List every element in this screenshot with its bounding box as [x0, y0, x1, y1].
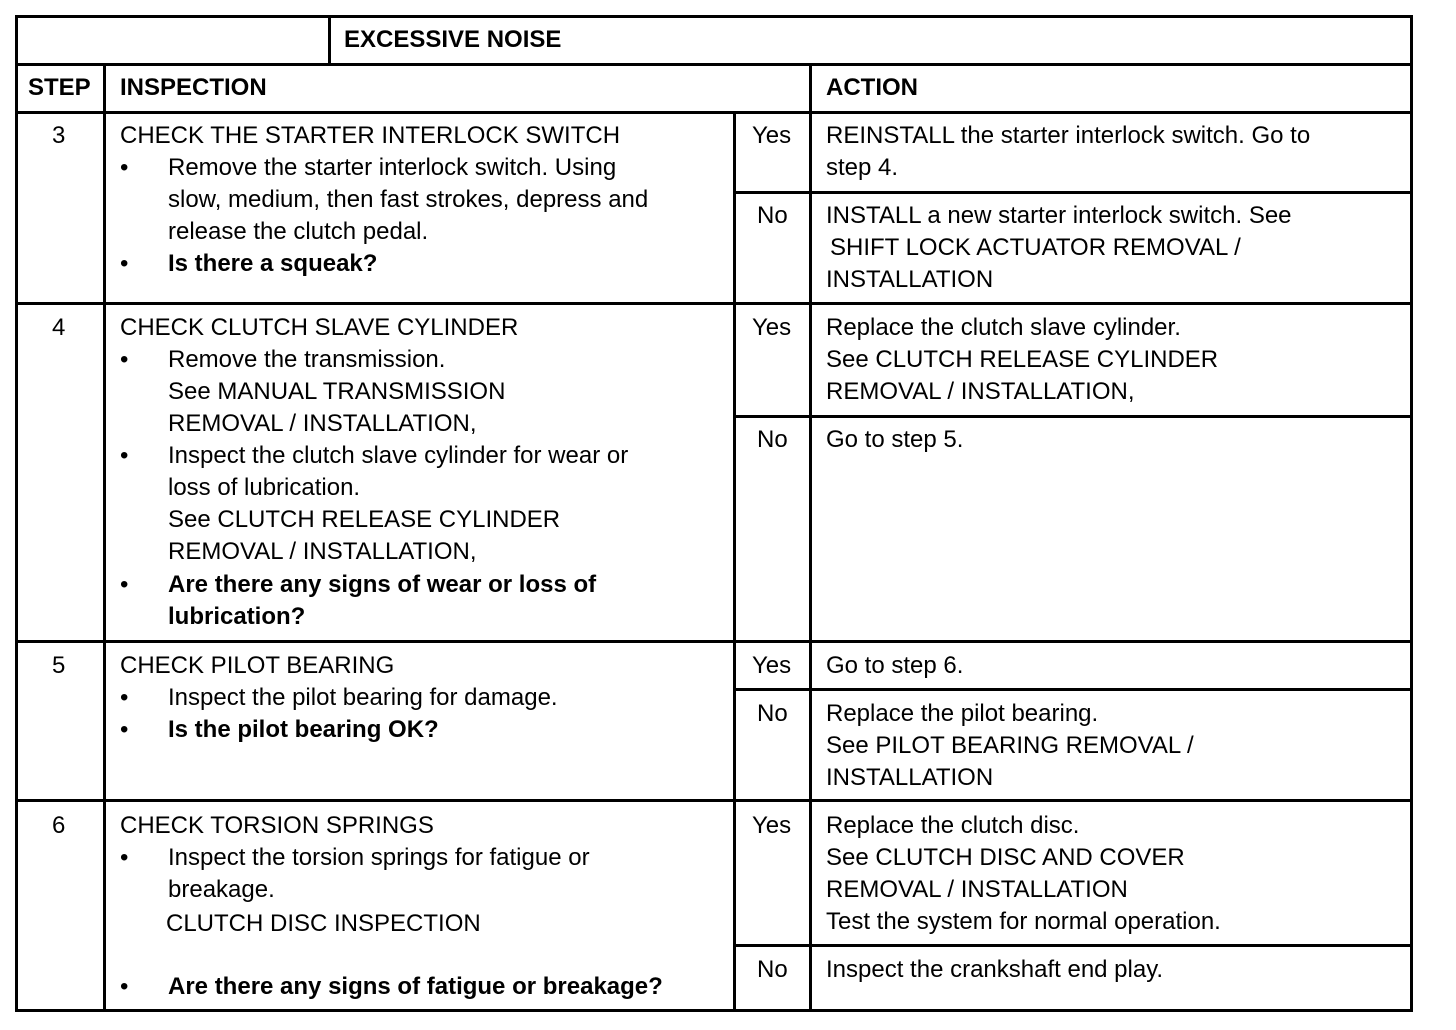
title-divider: [328, 15, 331, 65]
check-title: CHECK PILOT BEARING: [120, 652, 395, 679]
row-divider: [15, 799, 1413, 802]
inspection-question: Are there any signs of wear or loss of: [168, 571, 597, 598]
inspection-line: loss of lubrication.: [168, 474, 361, 501]
action-line: Replace the clutch slave cylinder.: [826, 314, 1181, 341]
yes-label: Yes: [752, 122, 792, 149]
yes-no-divider: [733, 415, 1413, 418]
yes-label: Yes: [752, 812, 792, 839]
row-divider: [15, 302, 1413, 305]
table-border-right: [1410, 15, 1413, 1012]
header-step: STEP: [28, 74, 91, 101]
action-line: See CLUTCH DISC AND COVER: [826, 844, 1185, 871]
inspection-line: breakage.: [168, 876, 275, 903]
bullet: •: [120, 442, 129, 469]
bullet: •: [120, 844, 129, 871]
inspection-question: lubrication?: [168, 603, 306, 630]
action-line: See PILOT BEARING REMOVAL /: [826, 732, 1194, 759]
check-title: CHECK CLUTCH SLAVE CYLINDER: [120, 314, 519, 341]
answer-column-divider: [733, 111, 736, 1012]
yes-label: Yes: [752, 652, 792, 679]
action-line: SHIFT LOCK ACTUATOR REMOVAL /: [830, 234, 1241, 261]
yes-no-divider: [733, 191, 1413, 194]
inspection-line: Remove the transmission.: [168, 346, 446, 373]
action-column-divider: [809, 63, 812, 1012]
no-label: No: [757, 700, 788, 727]
action-line: See CLUTCH RELEASE CYLINDER: [826, 346, 1219, 373]
action-line: REMOVAL / INSTALLATION: [826, 876, 1128, 903]
inspection-line: Inspect the pilot bearing for damage.: [168, 684, 558, 711]
action-line: step 4.: [826, 154, 899, 181]
title-row-bottom: [15, 63, 1413, 66]
header-inspection: INSPECTION: [120, 74, 267, 101]
bullet: •: [120, 716, 129, 743]
yes-no-divider: [733, 688, 1413, 691]
table-border-top: [15, 15, 1413, 18]
action-line: INSTALLATION: [826, 266, 994, 293]
step-number: 6: [52, 812, 66, 839]
action-line: Replace the pilot bearing.: [826, 700, 1099, 727]
check-title: CHECK THE STARTER INTERLOCK SWITCH: [120, 122, 621, 149]
action-line: INSTALL a new starter interlock switch. See: [826, 202, 1292, 229]
action-line: Inspect the crankshaft end play.: [826, 956, 1164, 983]
action-line: Go to step 5.: [826, 426, 964, 453]
step-number: 3: [52, 122, 66, 149]
inspection-line: REMOVAL / INSTALLATION,: [168, 538, 477, 565]
inspection-line: See MANUAL TRANSMISSION: [168, 378, 506, 405]
inspection-question: Are there any signs of fatigue or breakage?: [168, 973, 663, 1000]
bullet: •: [120, 154, 129, 181]
table-border-bottom: [15, 1009, 1413, 1012]
inspection-line: See CLUTCH RELEASE CYLINDER: [168, 506, 561, 533]
inspection-line: Inspect the clutch slave cylinder for wear or: [168, 442, 629, 469]
header-row-bottom: [15, 111, 1413, 114]
bullet: •: [120, 346, 129, 373]
bullet: •: [120, 571, 129, 598]
no-label: No: [757, 426, 788, 453]
row-divider: [15, 640, 1413, 643]
no-label: No: [757, 202, 788, 229]
no-label: No: [757, 956, 788, 983]
bullet: •: [120, 250, 129, 277]
table-border-left: [15, 15, 18, 1012]
step-number: 4: [52, 314, 66, 341]
check-title: CHECK TORSION SPRINGS: [120, 812, 434, 839]
inspection-question: Is there a squeak?: [168, 250, 378, 277]
inspection-line: slow, medium, then fast strokes, depress and: [168, 186, 649, 213]
yes-label: Yes: [752, 314, 792, 341]
action-line: Replace the clutch disc.: [826, 812, 1080, 839]
inspection-line: Inspect the torsion springs for fatigue or: [168, 844, 590, 871]
action-line: Go to step 6.: [826, 652, 964, 679]
action-line: REINSTALL the starter interlock switch. Go to: [826, 122, 1311, 149]
inspection-question: Is the pilot bearing OK?: [168, 716, 439, 743]
table-title: EXCESSIVE NOISE: [344, 26, 562, 53]
action-line: Test the system for normal operation.: [826, 908, 1221, 935]
yes-no-divider: [733, 944, 1413, 947]
step-number: 5: [52, 652, 66, 679]
action-line: REMOVAL / INSTALLATION,: [826, 378, 1135, 405]
step-column-divider: [103, 63, 106, 1012]
inspection-line: release the clutch pedal.: [168, 218, 429, 245]
bullet: •: [120, 973, 129, 1000]
inspection-line: CLUTCH DISC INSPECTION: [166, 910, 481, 937]
inspection-line: REMOVAL / INSTALLATION,: [168, 410, 477, 437]
header-action: ACTION: [826, 74, 918, 101]
action-line: INSTALLATION: [826, 764, 994, 791]
inspection-line: Remove the starter interlock switch. Using: [168, 154, 617, 181]
bullet: •: [120, 684, 129, 711]
